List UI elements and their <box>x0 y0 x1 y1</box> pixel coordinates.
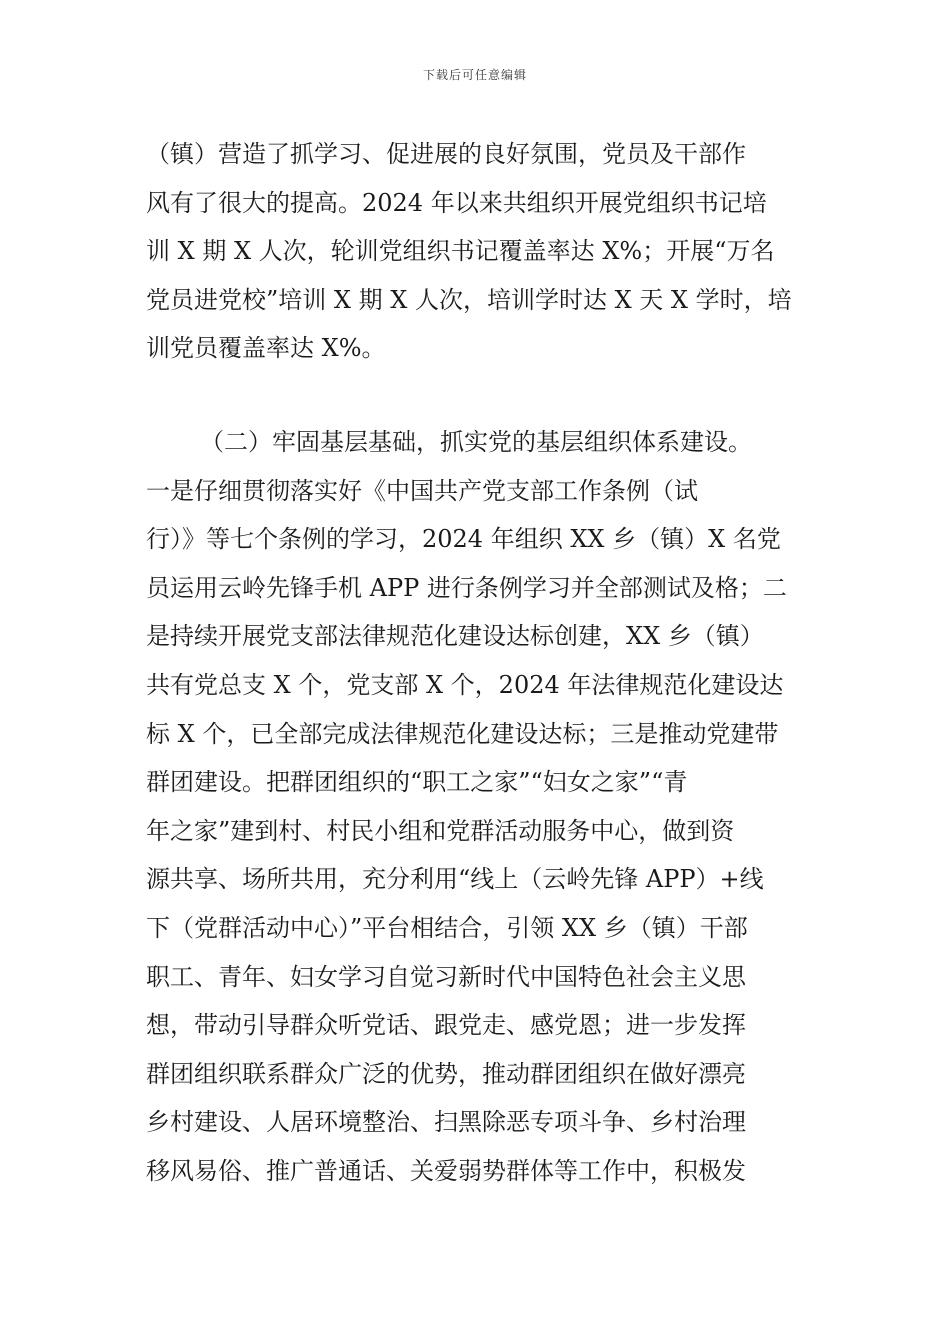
text-line: （镇）营造了抓学习、促进展的良好氛围，党员及干部作 <box>146 140 746 168</box>
text-line: 下（党群活动中心）”平台相结合，引领 XX 乡（镇）干部 <box>146 913 748 942</box>
text-line: 年之家”建到村、村民小组和党群活动服务中心，做到资 <box>146 816 735 845</box>
text-line: 一是仔细贯彻落实好《中国共产党支部工作条例（试 <box>146 476 698 505</box>
text-line: 训 X 期 X 人次，轮训党组织书记覆盖率达 X%；开展“万名 <box>146 237 775 266</box>
text-line: 群团建设。把群团组织的“职工之家”“妇女之家”“青 <box>146 768 688 797</box>
text-line: 员运用云岭先锋手机 APP 进行条例学习并全部测试及格；二 <box>146 573 787 602</box>
text-line: 职工、青年、妇女学习自觉习新时代中国特色社会主义思 <box>146 962 746 991</box>
text-line: 标 X 个，已全部完成法律规范化建设达标；三是推动党建带 <box>146 719 779 748</box>
page-header-note: 下载后可任意编辑 <box>422 68 527 82</box>
text-line: 共有党总支 X 个，党支部 X 个，2024 年法律规范化建设达 <box>146 670 784 699</box>
text-line: 想，带动引导群众听党话、跟党走、感党恩；进一步发挥 <box>146 1011 746 1040</box>
section-heading-line: （二）牢固基层基础，抓实党的基层组织体系建设。 <box>200 428 752 456</box>
text-line: 是持续开展党支部法律规范化建设达标创建，XX 乡（镇） <box>146 622 764 651</box>
text-line: 移风易俗、推广普通话、关爱弱势群体等工作中，积极发 <box>146 1156 746 1185</box>
text-line: 乡村建设、人居环境整治、扫黑除恶专项斗争、乡村治理 <box>146 1108 746 1137</box>
text-line: 源共享、场所共用，充分利用“线上（云岭先锋 APP）+线 <box>146 865 764 894</box>
text-line: 党员进党校”培训 X 期 X 人次，培训学时达 X 天 X 学时，培 <box>146 285 792 314</box>
paragraph-section-two <box>146 418 806 1196</box>
text-line: 行）》等七个条例的学习，2024 年组织 XX 乡（镇）X 名党 <box>146 525 781 554</box>
text-line: 训党员覆盖率达 X%。 <box>146 334 386 363</box>
text-line: 群团组织联系群众广泛的优势，推动群团组织在做好漂亮 <box>146 1059 746 1088</box>
paragraph-continued <box>146 130 806 373</box>
text-line: 风有了很大的提高。2024 年以来共组织开展党组织书记培 <box>146 188 767 217</box>
